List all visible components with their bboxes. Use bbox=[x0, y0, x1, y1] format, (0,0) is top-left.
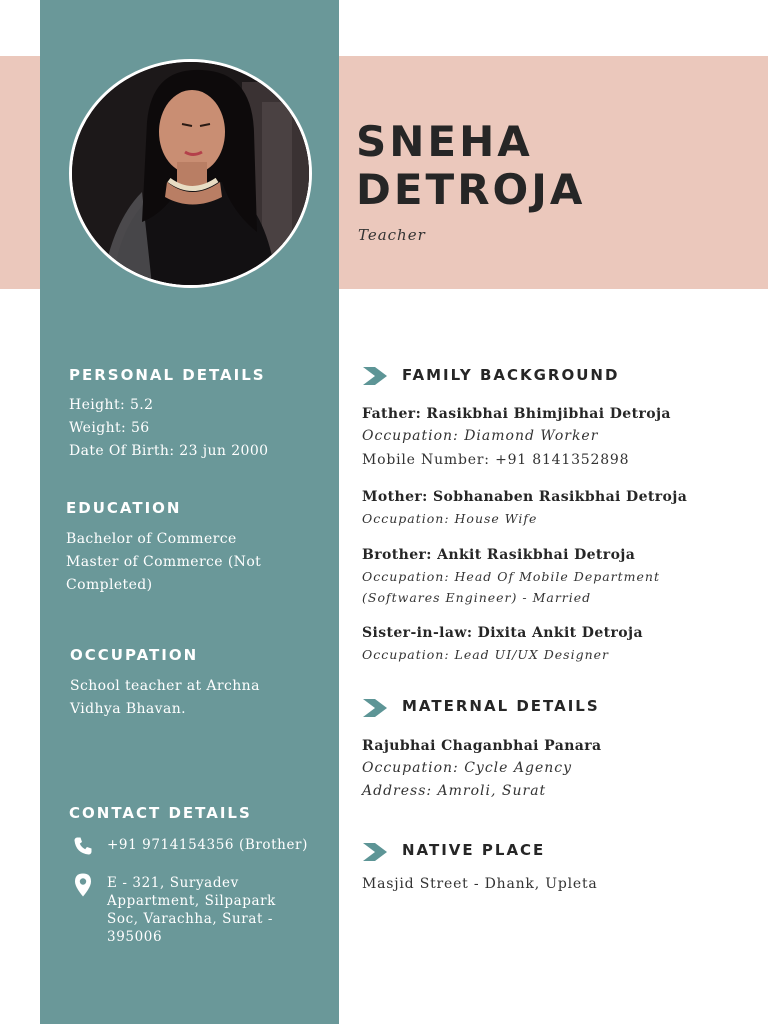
brother-occupation-cont: (Softwares Engineer) - Married bbox=[362, 590, 592, 605]
maternal-address: Address: Amroli, Surat bbox=[362, 783, 547, 799]
education-line: Bachelor of Commerce bbox=[66, 531, 237, 547]
occupation-line: Vidhya Bhavan. bbox=[70, 701, 187, 717]
weight-value: Weight: 56 bbox=[69, 420, 150, 436]
family-father bbox=[362, 403, 742, 472]
education-heading: EDUCATION bbox=[66, 499, 182, 517]
personal-details-heading: PERSONAL DETAILS bbox=[69, 366, 266, 384]
family-mother bbox=[362, 486, 742, 529]
family-background-heading: FAMILY BACKGROUND bbox=[402, 366, 620, 384]
father-mobile: Mobile Number: +91 8141352898 bbox=[362, 452, 630, 468]
phone-icon bbox=[73, 836, 93, 856]
maternal-occupation: Occupation: Cycle Agency bbox=[362, 760, 572, 776]
occupation-line: School teacher at Archna bbox=[70, 678, 260, 694]
chevron-right-icon bbox=[363, 699, 389, 717]
occupation-heading: OCCUPATION bbox=[70, 646, 199, 664]
chevron-right-icon bbox=[363, 367, 389, 385]
education-line: Completed) bbox=[66, 577, 153, 593]
native-place-heading: NATIVE PLACE bbox=[402, 841, 546, 859]
height-value: Height: 5.2 bbox=[69, 397, 154, 413]
chevron-right-icon bbox=[363, 843, 389, 861]
personal-details-list bbox=[69, 394, 268, 463]
name-first: SNEHA bbox=[356, 117, 533, 166]
brother-name: Brother: Ankit Rasikbhai Detroja bbox=[362, 547, 636, 563]
mother-occupation: Occupation: House Wife bbox=[362, 511, 538, 526]
job-title: Teacher bbox=[358, 226, 426, 244]
dob-value: Date Of Birth: 23 jun 2000 bbox=[69, 443, 269, 459]
maternal-name: Rajubhai Chaganbhai Panara bbox=[362, 738, 602, 754]
name-last: DETROJA bbox=[356, 165, 586, 214]
contact-address: E - 321, Suryadev Appartment, Silpapark Soc, Varachha, Surat - 395006 bbox=[107, 875, 276, 945]
sister-in-law-name: Sister-in-law: Dixita Ankit Detroja bbox=[362, 625, 643, 641]
father-occupation: Occupation: Diamond Worker bbox=[362, 428, 599, 444]
family-sister-in-law bbox=[362, 622, 742, 665]
education-line: Master of Commerce (Not bbox=[66, 554, 262, 570]
person-name bbox=[356, 118, 585, 214]
contact-details-heading: CONTACT DETAILS bbox=[69, 804, 252, 822]
sister-in-law-occupation: Occupation: Lead UI/UX Designer bbox=[362, 647, 610, 662]
contact-phone: +91 9714154356 (Brother) bbox=[107, 837, 308, 853]
native-place-entry bbox=[362, 873, 742, 896]
education-list bbox=[66, 528, 261, 597]
profile-photo bbox=[69, 59, 312, 288]
location-pin-icon bbox=[74, 873, 92, 897]
maternal-entry bbox=[362, 735, 742, 803]
brother-occupation: Occupation: Head Of Mobile Department bbox=[362, 569, 660, 584]
occupation-text bbox=[70, 675, 260, 721]
maternal-details-heading: MATERNAL DETAILS bbox=[402, 697, 600, 715]
family-brother bbox=[362, 544, 742, 608]
father-name: Father: Rasikbhai Bhimjibhai Detroja bbox=[362, 406, 671, 422]
mother-name: Mother: Sobhanaben Rasikbhai Detroja bbox=[362, 489, 688, 505]
native-place-text: Masjid Street - Dhank, Upleta bbox=[362, 876, 598, 892]
